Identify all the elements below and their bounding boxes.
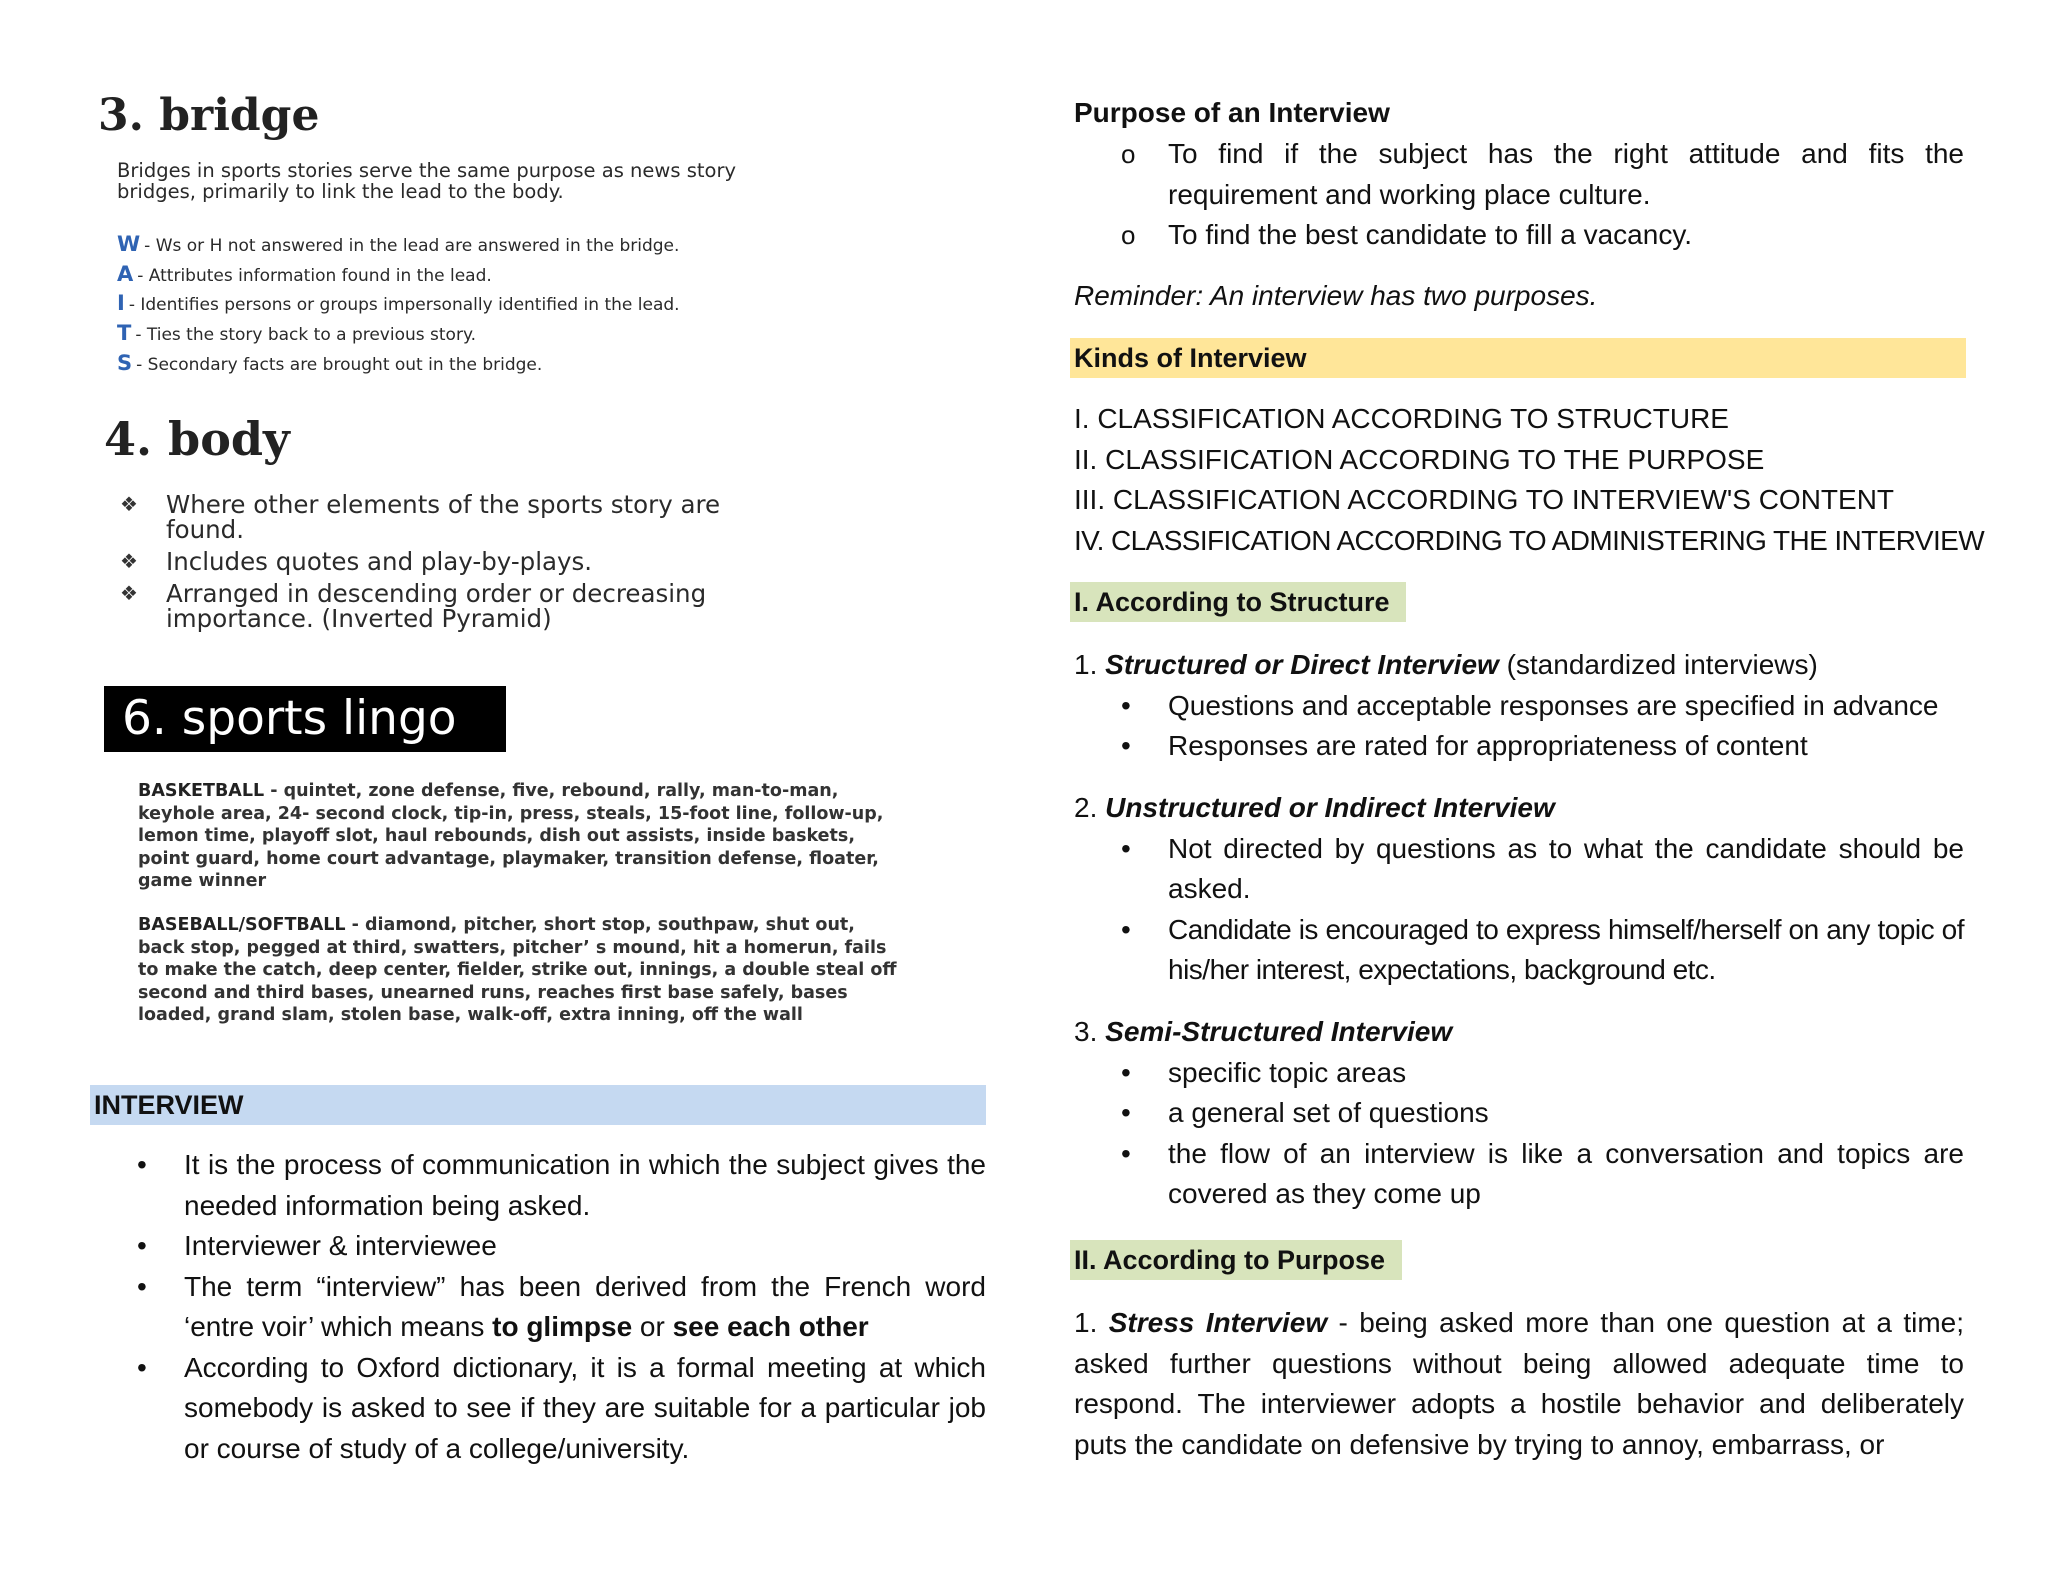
stress-interview: 1. Stress Interview - being asked more than one question at a time; asked further questions without being allowed adequate time to respond. The interviewer adopts a hostile behavior and deliberately puts the candidate on defensive by trying to annoy, embarrass, or bbox=[1074, 1307, 1965, 1460]
list-item: • Candidate is encouraged to express himself/herself on any topic of his/her interest, expectations, background etc. bbox=[1074, 910, 1964, 991]
semi-structured-interview: 3. Semi-Structured Interview • specific topic areas • a general set of questions • the flow of an interview is like a conversation and topics are covered as they come up bbox=[1074, 1012, 1964, 1215]
list-item: o To find if the subject has the right attitude and fits the requirement and working place culture. bbox=[1074, 134, 1964, 215]
list-item: • The term “interview” has been derived from the French word ‘entre voir’ which means to glimpse or see each other bbox=[90, 1267, 986, 1348]
circle-bullet-icon: o bbox=[1121, 139, 1136, 169]
waits-text: - Secondary facts are brought out in the bridge. bbox=[136, 355, 543, 375]
semi-structured-title: Semi-Structured Interview bbox=[1105, 1016, 1453, 1047]
waits-letter: A bbox=[117, 262, 134, 286]
waits-letter: S bbox=[117, 351, 133, 375]
waits-row-s bbox=[117, 351, 542, 375]
bullet-icon: • bbox=[1121, 1097, 1131, 1128]
list-item: • the flow of an interview is like a conversation and topics are covered as they come up bbox=[1074, 1134, 1964, 1215]
bullet-icon: • bbox=[1121, 913, 1131, 945]
purpose-section-heading: II. According to Purpose bbox=[1070, 1240, 1402, 1280]
body-list bbox=[120, 492, 760, 638]
list-item: • a general set of questions bbox=[1074, 1093, 1964, 1134]
unstructured-title: Unstructured or Indirect Interview bbox=[1105, 792, 1555, 823]
list-item: • It is the process of communication in which the subject gives the needed information being asked. bbox=[90, 1145, 986, 1226]
bullet-icon: • bbox=[137, 1270, 147, 1302]
diamond-bullet-icon: ❖ bbox=[120, 492, 138, 516]
kinds-list bbox=[1074, 399, 1985, 561]
bullet-icon: • bbox=[1121, 730, 1131, 761]
diamond-bullet-icon: ❖ bbox=[120, 581, 138, 605]
list-item: ❖ Arranged in descending order or decreasing importance. (Inverted Pyramid) bbox=[120, 579, 707, 633]
kinds-item: III. CLASSIFICATION ACCORDING TO INTERVIEW'S CONTENT bbox=[1074, 484, 1895, 515]
kinds-heading: Kinds of Interview bbox=[1070, 338, 1966, 378]
list-item: • Interviewer & interviewee bbox=[90, 1226, 986, 1267]
baseball-label: BASEBALL/SOFTBALL bbox=[138, 915, 346, 935]
purpose-list bbox=[1074, 134, 1964, 256]
bridge-intro: Bridges in sports stories serve the same purpose as news story bridges, primarily to link the lead to the body. bbox=[117, 159, 737, 203]
bridge-heading: 3. bridge bbox=[98, 90, 320, 141]
baseball-terms: BASEBALL/SOFTBALL - diamond, pitcher, short stop, southpaw, shut out, back stop, pegged at third, swatters, pitcher’ s mound, hit a homerun, fails to make the catch, deep center, fielder, strike out, innings, a double steal off second and third bases, unearned runs, reaches first base safely, bases loaded, grand slam, stolen base, walk-off, extra inning, off the wall bbox=[138, 915, 897, 1025]
purpose-reminder: Reminder: An interview has two purposes. bbox=[1074, 280, 1598, 311]
list-item: ❖ Where other elements of the sports story are found. bbox=[120, 490, 721, 544]
diamond-bullet-icon: ❖ bbox=[120, 549, 138, 573]
bullet-icon: • bbox=[137, 1351, 147, 1383]
bullet-icon: • bbox=[1121, 1137, 1131, 1169]
bullet-icon: • bbox=[137, 1149, 147, 1180]
list-item: • Not directed by questions as to what the candidate should be asked. bbox=[1074, 829, 1964, 910]
stress-title: Stress Interview bbox=[1108, 1307, 1328, 1338]
structured-title: Structured or Direct Interview bbox=[1105, 649, 1499, 680]
bullet-icon: • bbox=[137, 1230, 147, 1261]
list-item: • Questions and acceptable responses are specified in advance bbox=[1074, 686, 1964, 727]
waits-letter: W bbox=[117, 232, 141, 256]
unstructured-interview: 2. Unstructured or Indirect Interview • Not directed by questions as to what the candidate should be asked. • Candidate is encouraged to express himself/herself on any topic of his/her interest, expectations, background etc. bbox=[1074, 788, 1964, 991]
interview-bullets bbox=[90, 1145, 986, 1469]
bullet-icon: • bbox=[1121, 689, 1131, 721]
waits-text: - Identifies persons or groups impersonally identified in the lead. bbox=[128, 295, 680, 315]
sports-lingo-heading: 6. sports lingo bbox=[104, 686, 506, 752]
structure-heading: I. According to Structure bbox=[1070, 582, 1406, 622]
kinds-item: IV. CLASSIFICATION ACCORDING TO ADMINISTERING THE INTERVIEW bbox=[1074, 524, 1985, 556]
list-item: o To find the best candidate to fill a vacancy. bbox=[1074, 215, 1964, 256]
purpose-heading: Purpose of an Interview bbox=[1074, 97, 1390, 128]
waits-letter: T bbox=[117, 321, 132, 345]
waits-letter: I bbox=[117, 291, 125, 315]
circle-bullet-icon: o bbox=[1121, 220, 1136, 250]
bullet-icon: • bbox=[1121, 832, 1131, 864]
waits-text: - Ws or H not answered in the lead are answered in the bridge. bbox=[144, 236, 680, 256]
waits-text: - Attributes information found in the lead. bbox=[137, 266, 492, 286]
waits-row-i bbox=[117, 291, 680, 315]
waits-row-w bbox=[117, 232, 679, 256]
kinds-item: II. CLASSIFICATION ACCORDING TO THE PURPOSE bbox=[1074, 443, 1765, 475]
list-item: • According to Oxford dictionary, it is a formal meeting at which somebody is asked to see if they are suitable for a particular job or course of study of a college/university. bbox=[90, 1348, 986, 1470]
body-heading: 4. body bbox=[104, 412, 290, 466]
waits-row-a bbox=[117, 262, 492, 286]
list-item: • Responses are rated for appropriateness of content bbox=[1074, 726, 1964, 767]
basketball-label: BASKETBALL bbox=[138, 781, 265, 801]
basketball-terms: BASKETBALL - quintet, zone defense, five, rebound, rally, man-to-man, keyhole area, 24- second clock, tip-in, press, steals, 15-foot line, follow-up, lemon time, playoff slot, haul rebounds, dish out assists, inside baskets, point guard, home court advantage, playmaker, transition defense, floater, game winner bbox=[138, 781, 884, 891]
waits-text: - Ties the story back to a previous story. bbox=[135, 325, 476, 345]
bullet-icon: • bbox=[1121, 1056, 1131, 1088]
waits-row-t bbox=[117, 321, 476, 345]
kinds-item: I. CLASSIFICATION ACCORDING TO STRUCTURE bbox=[1074, 403, 1729, 434]
structured-interview: 1. Structured or Direct Interview (standardized interviews) • Questions and acceptable responses are specified in advance • Responses are rated for appropriateness of content bbox=[1074, 645, 1964, 767]
list-item: • specific topic areas bbox=[1074, 1053, 1964, 1094]
list-item: ❖ Includes quotes and play-by-plays. bbox=[120, 547, 593, 576]
interview-heading: INTERVIEW bbox=[90, 1085, 986, 1125]
